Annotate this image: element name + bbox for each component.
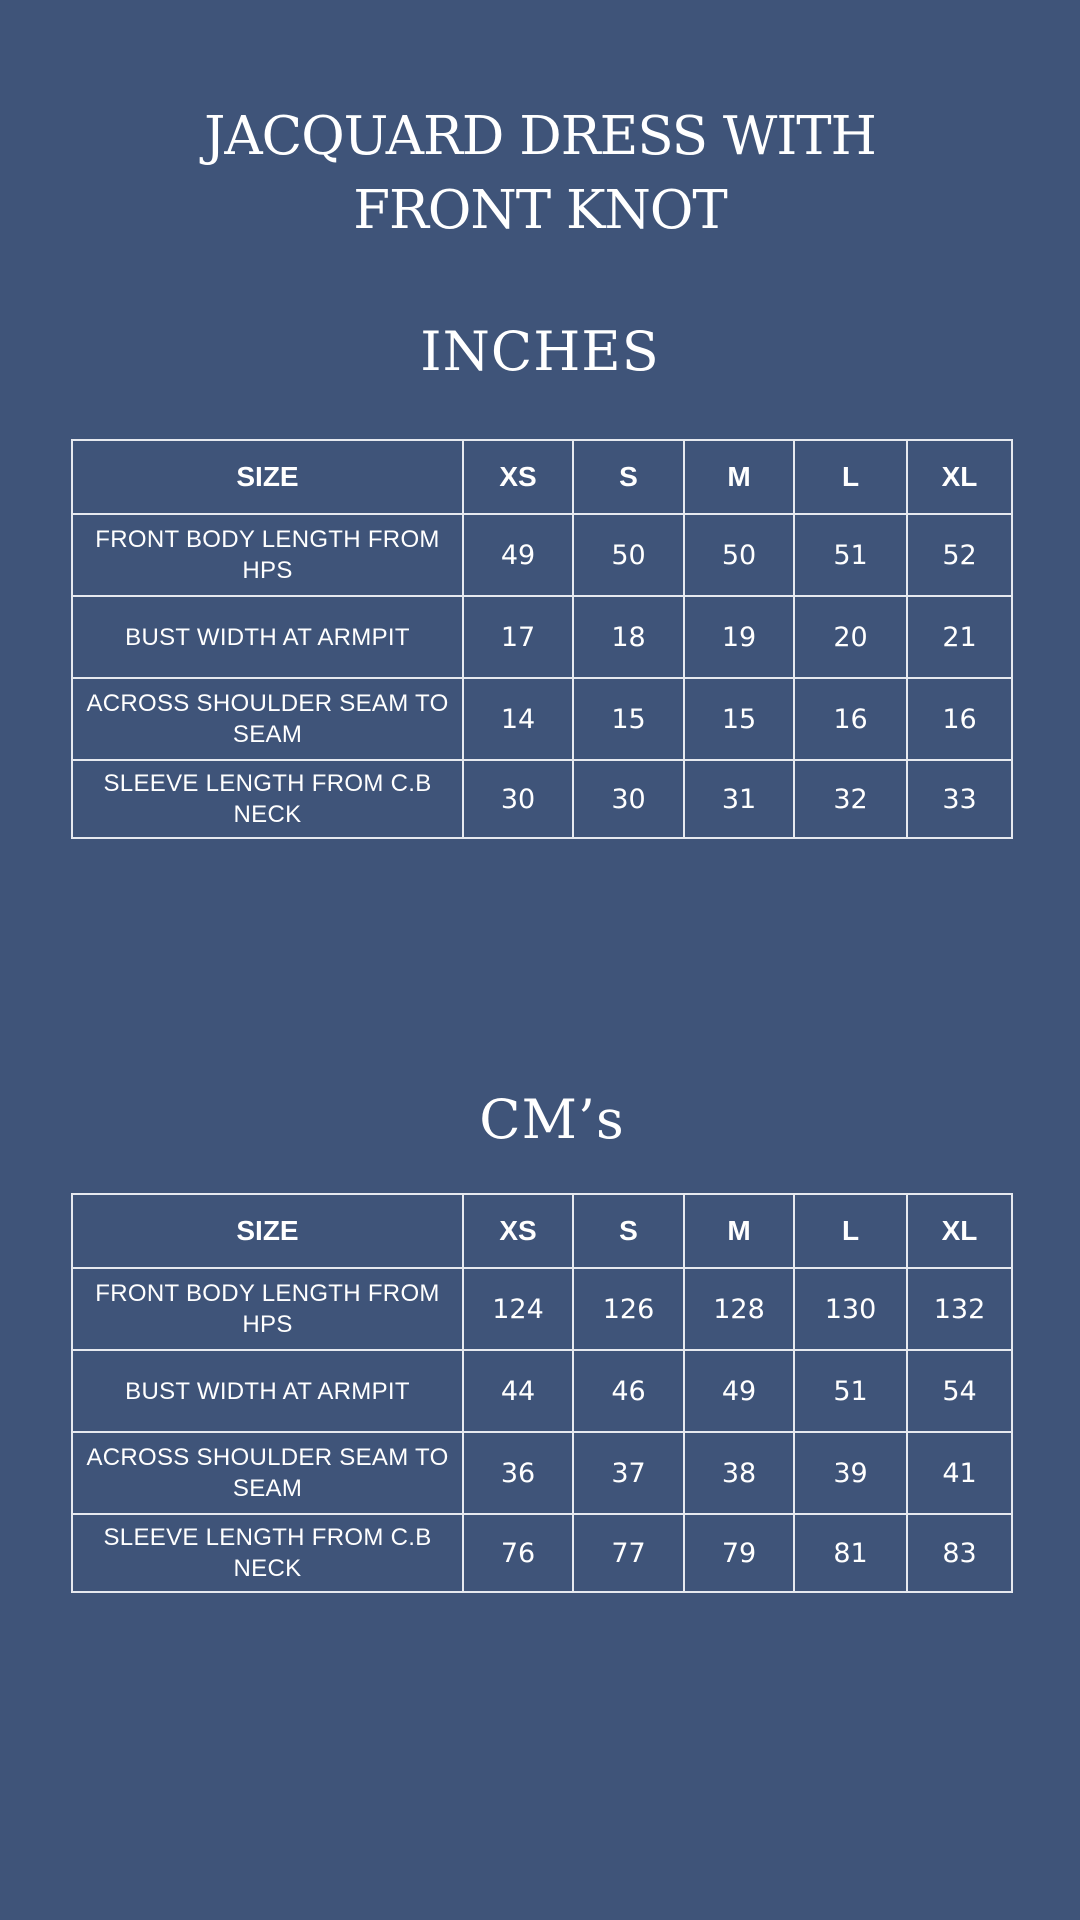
table-cell: 15	[573, 678, 684, 760]
table-cell: 18	[573, 596, 684, 678]
table-cell: 128	[684, 1268, 794, 1350]
page-title	[0, 100, 1080, 248]
table-cell: 19	[684, 596, 794, 678]
table-cell: 76	[463, 1514, 573, 1592]
table-cell: 124	[463, 1268, 573, 1350]
table-header-row	[72, 1194, 1012, 1268]
table-row	[72, 760, 1012, 838]
table-cell: 38	[684, 1432, 794, 1514]
table-row	[72, 678, 1012, 760]
table-cell: 30	[573, 760, 684, 838]
table-cell: 31	[684, 760, 794, 838]
table-cell: 51	[794, 1350, 907, 1432]
table-cell: 33	[907, 760, 1012, 838]
table-cell: 32	[794, 760, 907, 838]
column-header-size: SIZE	[72, 1194, 463, 1268]
column-header-m: M	[684, 440, 794, 514]
cms-heading: CM’s	[479, 1088, 625, 1151]
column-header-m: M	[684, 1194, 794, 1268]
table-cell: 20	[794, 596, 907, 678]
table-cell: 17	[463, 596, 573, 678]
cms-size-table	[71, 1193, 1013, 1593]
column-header-xl: XL	[907, 1194, 1012, 1268]
row-label: SLEEVE LENGTH FROM C.B NECK	[72, 1514, 463, 1592]
inches-size-table	[71, 439, 1013, 839]
row-label: FRONT BODY LENGTH FROM HPS	[72, 514, 463, 596]
table-cell: 50	[573, 514, 684, 596]
table-cell: 130	[794, 1268, 907, 1350]
row-label: FRONT BODY LENGTH FROM HPS	[72, 1268, 463, 1350]
row-label: ACROSS SHOULDER SEAM TO SEAM	[72, 678, 463, 760]
table-cell: 50	[684, 514, 794, 596]
table-row	[72, 596, 1012, 678]
column-header-l: L	[794, 440, 907, 514]
row-label: BUST WIDTH AT ARMPIT	[72, 1350, 463, 1432]
table-cell: 37	[573, 1432, 684, 1514]
row-label: ACROSS SHOULDER SEAM TO SEAM	[72, 1432, 463, 1514]
column-header-l: L	[794, 1194, 907, 1268]
table-cell: 51	[794, 514, 907, 596]
table-cell: 52	[907, 514, 1012, 596]
table-cell: 83	[907, 1514, 1012, 1592]
column-header-xs: XS	[463, 1194, 573, 1268]
table-cell: 15	[684, 678, 794, 760]
table-cell: 46	[573, 1350, 684, 1432]
table-cell: 39	[794, 1432, 907, 1514]
table-cell: 21	[907, 596, 1012, 678]
table-cell: 132	[907, 1268, 1012, 1350]
table-cell: 77	[573, 1514, 684, 1592]
column-header-xl: XL	[907, 440, 1012, 514]
page-title-line-1: JACQUARD DRESS WITH	[204, 106, 876, 167]
row-label: BUST WIDTH AT ARMPIT	[72, 596, 463, 678]
row-label: SLEEVE LENGTH FROM C.B NECK	[72, 760, 463, 838]
page-title-line-2: FRONT KNOT	[353, 180, 727, 241]
column-header-s: S	[573, 440, 684, 514]
table-row	[72, 1514, 1012, 1592]
table-cell: 41	[907, 1432, 1012, 1514]
table-cell: 126	[573, 1268, 684, 1350]
table-row	[72, 514, 1012, 596]
column-header-s: S	[573, 1194, 684, 1268]
table-cell: 49	[463, 514, 573, 596]
table-cell: 49	[684, 1350, 794, 1432]
table-cell: 14	[463, 678, 573, 760]
column-header-size: SIZE	[72, 440, 463, 514]
table-cell: 79	[684, 1514, 794, 1592]
table-cell: 44	[463, 1350, 573, 1432]
table-cell: 30	[463, 760, 573, 838]
table-cell: 81	[794, 1514, 907, 1592]
table-row	[72, 1350, 1012, 1432]
table-cell: 54	[907, 1350, 1012, 1432]
table-row	[72, 1432, 1012, 1514]
inches-heading: INCHES	[420, 320, 660, 383]
table-cell: 36	[463, 1432, 573, 1514]
table-row	[72, 1268, 1012, 1350]
table-header-row	[72, 440, 1012, 514]
table-cell: 16	[794, 678, 907, 760]
column-header-xs: XS	[463, 440, 573, 514]
table-cell: 16	[907, 678, 1012, 760]
